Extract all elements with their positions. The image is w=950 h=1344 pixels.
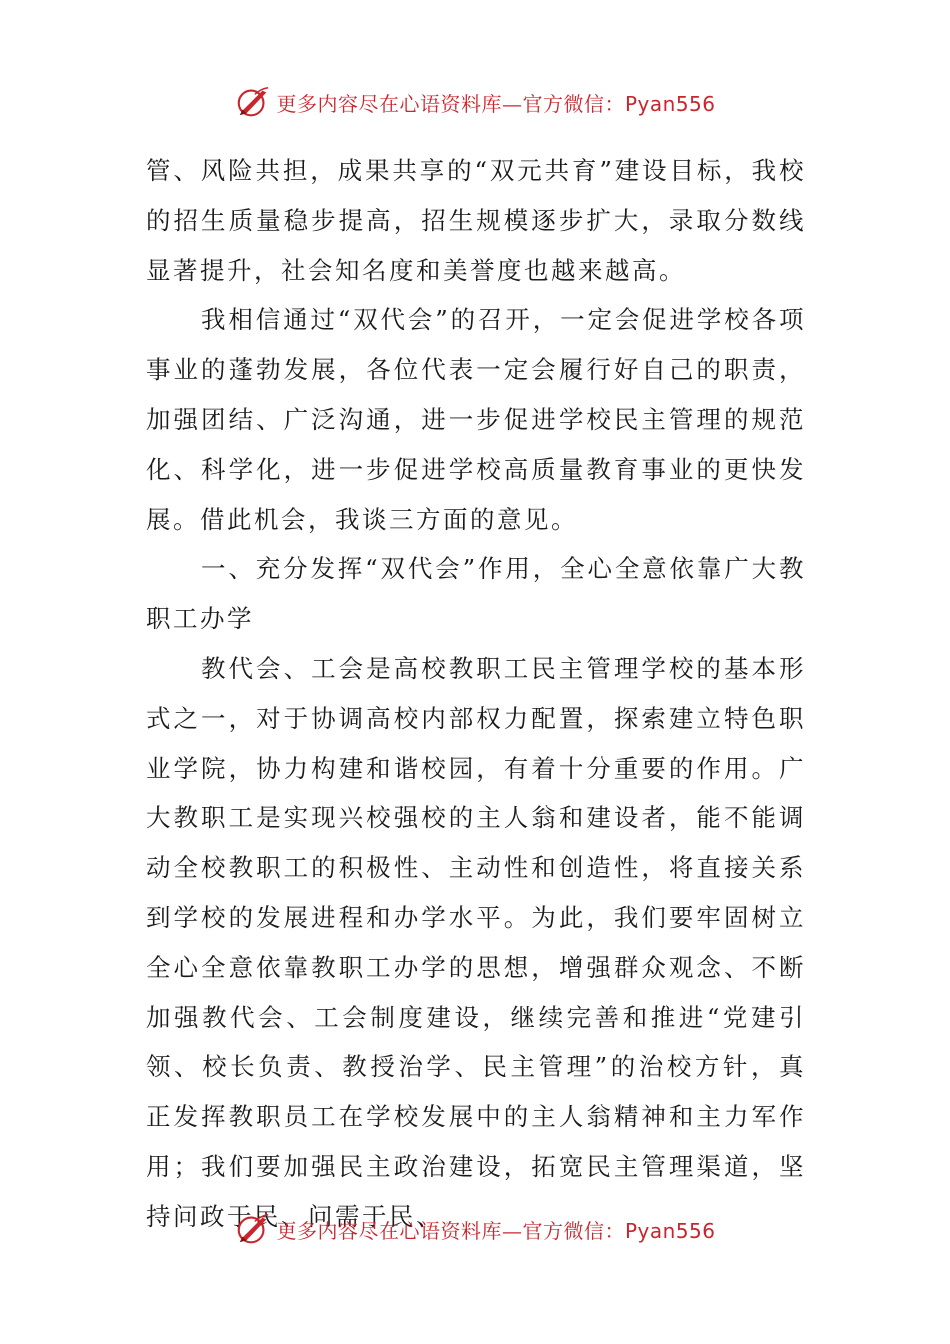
pen-logo-icon — [234, 83, 272, 121]
pen-logo-icon — [234, 1210, 272, 1248]
header-banner-text: 更多内容尽在心语资料库—官方微信：Pyan556 — [276, 91, 716, 116]
document-body — [146, 146, 806, 1242]
paragraph: 我相信通过“双代会”的召开，一定会促进学校各项事业的蓬勃发展，各位代表一定会履行好自己的职责，加强团结、广泛沟通，进一步促进学校民主管理的规范化、科学化，进一步促进学校高质量教育事业的更快发展。借此机会，我谈三方面的意见。 — [146, 305, 806, 534]
header-banner — [0, 82, 950, 122]
footer-banner-content — [234, 1210, 715, 1248]
header-banner-content — [234, 83, 715, 121]
footer-banner-text: 更多内容尽在心语资料库—官方微信：Pyan556 — [276, 1218, 716, 1243]
paragraph-continuation: 管、风险共担，成果共享的“双元共育”建设目标，我校的招生质量稳步提高，招生规模逐步扩大，录取分数线显著提升，社会知名度和美誉度也越来越高。 — [146, 156, 806, 285]
footer-banner — [0, 1209, 950, 1249]
section-heading: 一、充分发挥“双代会”作用，全心全意依靠广大教职工办学 — [146, 554, 806, 634]
paragraph: 教代会、工会是高校教职工民主管理学校的基本形式之一，对于协调高校内部权力配置，探索建立特色职业学院，协力构建和谐校园，有着十分重要的作用。广大教职工是实现兴校强校的主人翁和建设者，能不能调动全校教职工的积极性、主动性和创造性，将直接关系到学校的发展进程和办学水平。为此，我们要牢固树立全心全意依靠教职工办学的思想，增强群众观念、不断加强教代会、工会制度建设，继续完善和推进“党建引领、校长负责、教授治学、民主管理”的治校方针，真正发挥教职员工在学校发展中的主人翁精神和主力军作用；我们要加强民主政治建设，拓宽民主管理渠道，坚持问政于民、问需于民、 — [146, 653, 806, 1231]
